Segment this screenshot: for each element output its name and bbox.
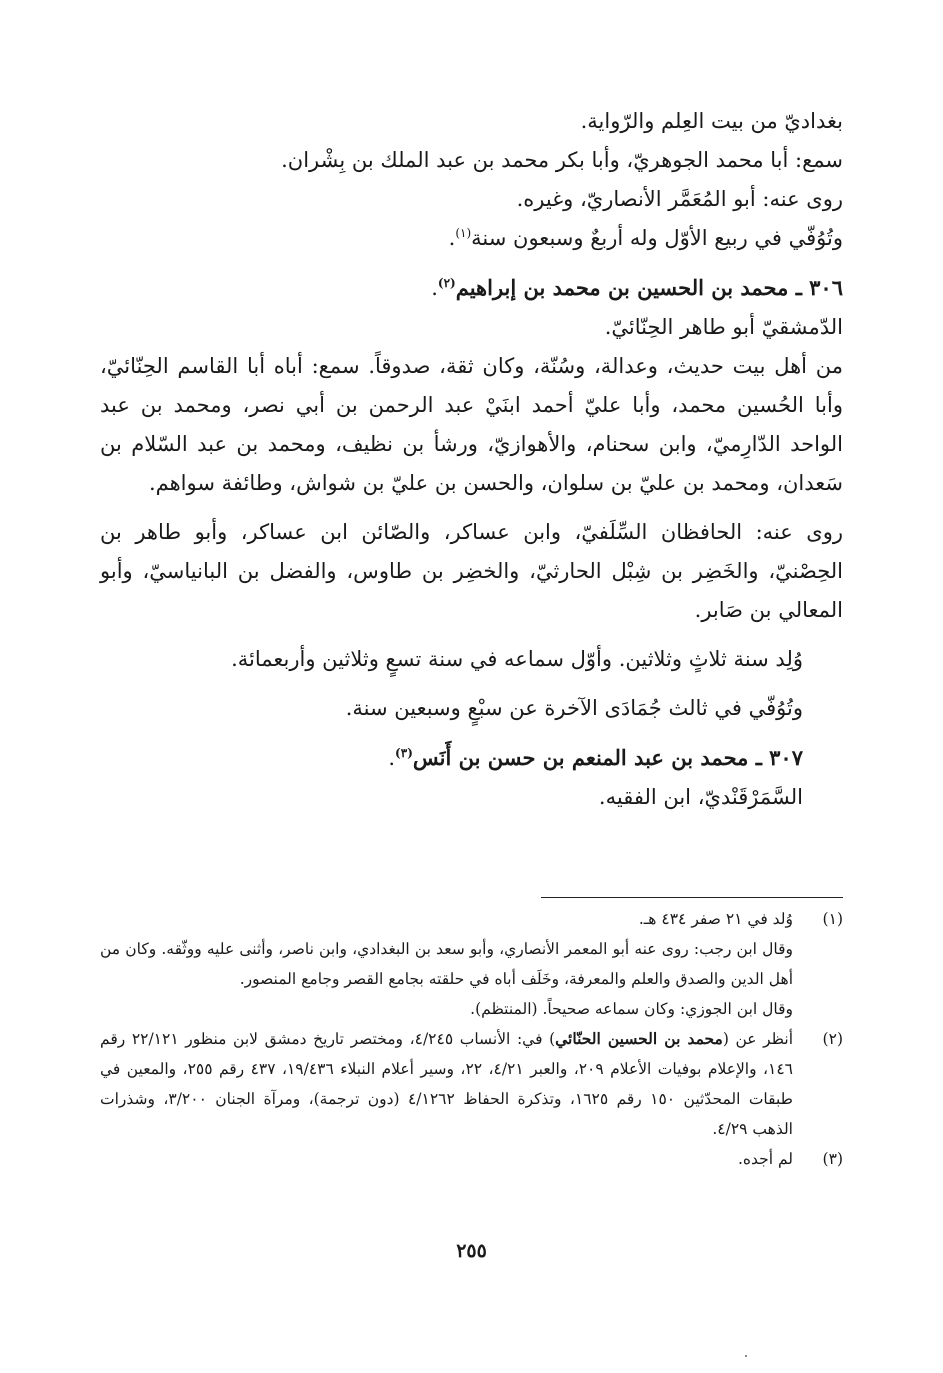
entry-306-students: روى عنه: الحافظان السِّلَفيّ، وابن عساكر، والصّائن ابن عساكر، وأبو طاهر بن الحِصْنيّ، والخَضِر بن شِبْل الحارثيّ، والخضِر بن طاوس، والفضل بن البانياسيّ، وأبو المعالي بن صَابر.	[100, 520, 843, 622]
footnote-mark: (٣)	[822, 1150, 843, 1168]
footnote-body	[100, 1024, 793, 1144]
entry-name: محمد بن الحسين بن محمد بن إبراهيم	[455, 275, 789, 300]
footnote-sources: ) في: الأنساب ٤/٢٤٥، ومختصر تاريخ دمشق لابن منظور ٢٢/١٢١ رقم ١٤٦، والإعلام بوفيات الأعلام ٢٠٩، والعبر ٤/٢١، ٢٢، وسير أعلام النبلاء ١٩/٤٣٦، ٤٣٧ رقم ٢٥٥، والمعين في طبقات المحدّثين ١٥٠ رقم ١٦٢٥، وتذكرة الحفاظ ٤/١٢٦٢ (دون ترجمة)، ومرآة الجنان ٣/٢٠٠، وشذرات الذهب ٤/٢٩.	[100, 1030, 793, 1138]
footnote-divider	[541, 897, 843, 898]
entry-number: ٣٠٧ ـ	[755, 745, 803, 770]
footnote-line	[100, 1024, 793, 1144]
text-line: روى عنه: أبو المُعَمَّر الأنصاريّ، وغيره.	[516, 187, 843, 211]
scan-speck	[745, 1355, 747, 1357]
text-line-body: وتُوُفّي في ربيع الأوّل وله أربعٌ وسبعون سنة	[471, 226, 843, 250]
footnote-2	[100, 1024, 843, 1144]
footnote-line: وقال ابن رجب: روى عنه أبو المعمر الأنصاري، وأبو سعد بن البغدادي، وابن ناصر، وأثنى عليه ووثّقه. وكان من أهل الدين والصدق والعلم والمعرفة، وخَلَف أباه في حلقته بجامع القصر وجامع المنصور.	[100, 940, 793, 988]
page-number: ٢٥٥	[456, 1240, 487, 1262]
main-text	[100, 102, 843, 817]
entry-307-nisba: السَّمَرْقَنْديّ، ابن الفقيه.	[598, 785, 803, 809]
entry-306-death: وتُوُفّي في ثالث جُمَادَى الآخرة عن سبْعٍ وسبعين سنة.	[345, 696, 803, 720]
footnote-line: وُلد في ٢١ صفر ٤٣٤ هـ.	[638, 910, 793, 928]
entry-name: محمد بن عبد المنعم بن حسن بن أَنَس	[412, 745, 749, 770]
footnote-line: وقال ابن الجوزي: وكان سماعه صحيحاً. (المنتظم).	[470, 1000, 793, 1018]
entry-306-nisba: الدّمشقيّ أبو طاهر الحِنّائيّ.	[604, 315, 843, 339]
footnote-ref-1[interactable]: (١)	[455, 226, 472, 240]
footnote-mark: (٢)	[822, 1030, 843, 1048]
entry-number: ٣٠٦ ـ	[795, 275, 843, 300]
footnote-line: لم أجده.	[737, 1150, 793, 1168]
entry-306-birth: وُلِد سنة ثلاثٍ وثلاثين. وأوّل سماعه في سنة تسعٍ وثلاثين وأربعمائة.	[231, 647, 803, 671]
footnote-ref-2[interactable]: (٢)	[437, 276, 456, 290]
footnote-body	[100, 1144, 793, 1174]
footnote-body	[100, 904, 793, 1024]
footnote-1	[100, 904, 843, 1024]
text-line: سمع: أبا محمد الجوهريّ، وأبا بكر محمد بن عبد الملك بن بِشْران.	[281, 148, 843, 172]
entry-307-heading: ٣٠٧ ـ محمد بن عبد المنعم بن حسن بن أَنَس$^{(٣)}$.	[388, 745, 803, 770]
footnote-mark: (١)	[822, 910, 843, 928]
footnotes	[100, 904, 843, 1174]
footnote-subject: محمد بن الحسين الحنّائي	[555, 1029, 723, 1048]
entry-306-teachers: من أهل بيت حديث، وعدالة، وسُنّة، وكان ثقة، صدوقاً. سمع: أباه أبا القاسم الحِنّائيّ، وأبا الحُسين محمد، وأبا عليّ أحمد ابنَيْ عبد الرحمن بن أبي نصر، ومحمد بن عبد الواحد الدّارِميّ، وابن سحنام، والأهوازيّ، ورشأ بن نظيف، ومحمد بن عبد السّلام بن سَعدان، ومحمد بن عليّ بن سلوان، والحسن بن عليّ بن شواش، وطائفة سواهم.	[100, 354, 843, 495]
footnote-prefix: أنظر عن (	[722, 1030, 794, 1048]
entry-306-heading: ٣٠٦ ـ محمد بن الحسين بن محمد بن إبراهيم$^{(٢)}$.	[431, 275, 843, 300]
footnote-3	[100, 1144, 843, 1174]
text-line: بغداديّ من بيت العِلم والرّواية.	[580, 109, 843, 133]
text-line: وتُوُفّي في ربيع الأوّل وله أربعٌ وسبعون سنة$^{(١)}$.	[448, 226, 843, 250]
footnote-ref-3[interactable]: (٣)	[395, 746, 413, 760]
